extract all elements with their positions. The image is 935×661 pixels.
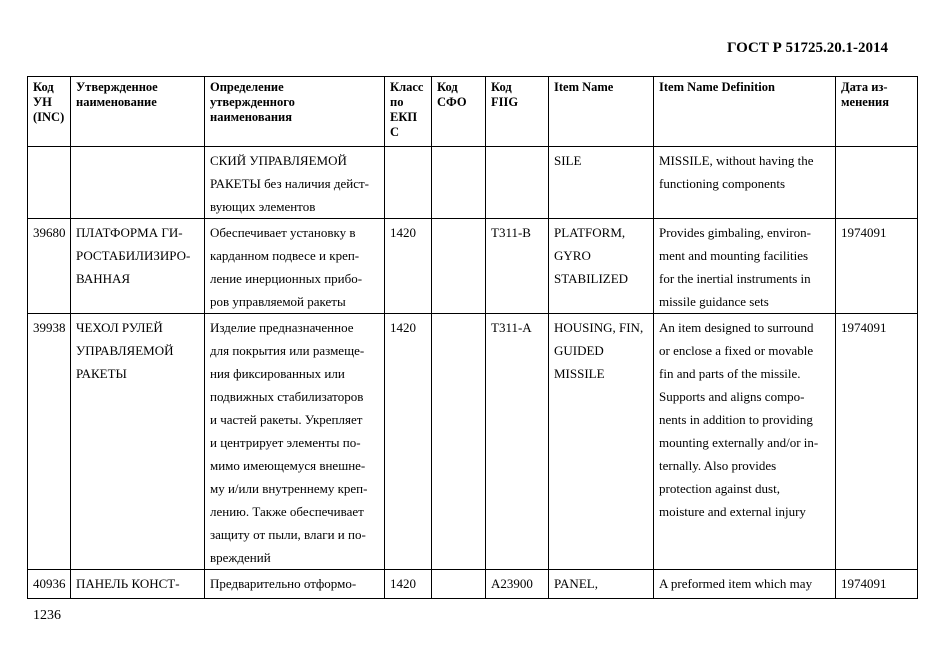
col-header-sfo: [432, 77, 486, 147]
cell-line: STABILIZED: [554, 271, 629, 286]
class-cell: [385, 147, 432, 219]
fiig-cell: [486, 314, 549, 570]
cell-line: fin and parts of the missile.: [659, 366, 801, 381]
name-cell: [71, 219, 205, 314]
col-header-fiig: [486, 77, 549, 147]
cell-line: наименования: [210, 110, 293, 124]
cell-line: MISSILE, without having the: [659, 153, 814, 168]
standard-code: ГОСТ Р 51725.20.1-2014: [726, 40, 888, 56]
cell-line: 1420: [390, 225, 416, 240]
page-number: 1236: [33, 608, 61, 623]
cell-line: подвижных стабилизаторов: [210, 389, 364, 404]
cell-line: 40936: [33, 576, 66, 591]
cell-line: Изделие предназначенное: [210, 320, 354, 335]
cell-line: Предварительно отформо-: [210, 576, 357, 591]
definition-cell: [205, 147, 385, 219]
item-definition-cell: [654, 314, 836, 570]
cell-line: FIIG: [491, 95, 519, 109]
cell-line: T311-A: [491, 320, 532, 335]
inc-cell: [28, 219, 71, 314]
cell-line: ternally. Also provides: [659, 458, 777, 473]
cell-line: missile guidance sets: [659, 294, 769, 309]
cell-line: nents in addition to providing: [659, 412, 813, 427]
cell-line: ПАНЕЛЬ КОНСТ-: [76, 576, 180, 591]
cell-line: 1420: [390, 576, 416, 591]
cell-line: ния фиксированных или: [210, 366, 345, 381]
cell-line: карданном подвесе и креп-: [210, 248, 360, 263]
cell-line: functioning components: [659, 176, 786, 191]
table-row: [28, 147, 918, 219]
cell-line: наименование: [76, 95, 157, 109]
table-row: [28, 570, 918, 599]
cell-line: 1974091: [841, 576, 887, 591]
inc-cell: [28, 314, 71, 570]
table-row: [28, 219, 918, 314]
col-header-definition: [205, 77, 385, 147]
item-name-cell: [549, 147, 654, 219]
inc-cell: [28, 147, 71, 219]
item-definition-cell: [654, 219, 836, 314]
item-name-cell: [549, 219, 654, 314]
catalog-table: [27, 76, 918, 599]
cell-line: Item Name Definition: [659, 80, 775, 94]
cell-line: ление инерционных прибо-: [210, 271, 363, 286]
cell-line: УПРАВЛЯЕМОЙ: [76, 343, 174, 358]
name-cell: [71, 570, 205, 599]
cell-line: mounting externally and/or in-: [659, 435, 819, 450]
cell-line: or enclose a fixed or movable: [659, 343, 814, 358]
cell-line: HOUSING, FIN,: [554, 320, 644, 335]
date-cell: [836, 147, 918, 219]
cell-line: защиту от пыли, влаги и по-: [210, 527, 366, 542]
cell-line: для покрытия или размеще-: [210, 343, 365, 358]
cell-line: Item Name: [554, 80, 614, 94]
cell-line: protection against dust,: [659, 481, 780, 496]
cell-line: РАКЕТЫ без наличия дейст-: [210, 176, 369, 191]
cell-line: PLATFORM,: [554, 225, 626, 240]
cell-line: 1420: [390, 320, 416, 335]
cell-line: СФО: [437, 95, 467, 109]
cell-line: и частей ракеты. Укрепляет: [210, 412, 363, 427]
cell-line: утвержденного: [210, 95, 295, 109]
cell-line: лению. Также обеспечивает: [210, 504, 364, 519]
cell-line: С: [390, 125, 400, 139]
cell-line: An item designed to surround: [659, 320, 814, 335]
col-header-class: [385, 77, 432, 147]
name-cell: [71, 314, 205, 570]
cell-line: for the inertial instruments in: [659, 271, 811, 286]
cell-line: Определение: [210, 80, 284, 94]
fiig-cell: [486, 570, 549, 599]
cell-line: MISSILE: [554, 366, 605, 381]
cell-line: ЕКП: [390, 110, 418, 124]
cell-line: УН: [33, 95, 52, 109]
cell-line: РОСТАБИЛИЗИРО-: [76, 248, 191, 263]
cell-line: му и/или внутреннему креп-: [210, 481, 368, 496]
header-row: [28, 77, 918, 147]
date-cell: [836, 219, 918, 314]
cell-line: GYRO: [554, 248, 591, 263]
cell-line: (INC): [33, 110, 65, 124]
item-definition-cell: [654, 570, 836, 599]
col-header-item-definition: [654, 77, 836, 147]
cell-line: Обеспечивает установку в: [210, 225, 356, 240]
cell-line: мимо имеющемуся внешне-: [210, 458, 366, 473]
class-cell: [385, 570, 432, 599]
item-name-cell: [549, 570, 654, 599]
cell-line: ВАННАЯ: [76, 271, 131, 286]
inc-cell: [28, 570, 71, 599]
cell-line: SILE: [554, 153, 582, 168]
class-cell: [385, 314, 432, 570]
cell-line: по: [390, 95, 404, 109]
cell-line: ПЛАТФОРМА ГИ-: [76, 225, 183, 240]
sfo-cell: [432, 570, 486, 599]
col-header-date: [836, 77, 918, 147]
cell-line: 39680: [33, 225, 66, 240]
sfo-cell: [432, 219, 486, 314]
sfo-cell: [432, 147, 486, 219]
col-header-inc: [28, 77, 71, 147]
cell-line: и центрирует элементы по-: [210, 435, 361, 450]
fiig-cell: [486, 147, 549, 219]
cell-line: 1974091: [841, 320, 887, 335]
cell-line: Supports and aligns compo-: [659, 389, 805, 404]
table-row: [28, 314, 918, 570]
cell-line: Дата из-: [841, 80, 888, 94]
name-cell: [71, 147, 205, 219]
cell-line: ment and mounting facilities: [659, 248, 809, 263]
cell-line: T311-B: [491, 225, 531, 240]
cell-line: Код: [491, 80, 512, 94]
cell-line: A23900: [491, 576, 533, 591]
cell-line: вующих элементов: [210, 199, 316, 214]
definition-cell: [205, 314, 385, 570]
cell-line: ров управляемой ракеты: [210, 294, 346, 309]
cell-line: Provides gimbaling, environ-: [659, 225, 812, 240]
definition-cell: [205, 570, 385, 599]
cell-line: A preformed item which may: [659, 576, 813, 591]
cell-line: moisture and external injury: [659, 504, 806, 519]
cell-line: 39938: [33, 320, 66, 335]
fiig-cell: [486, 219, 549, 314]
cell-line: PANEL,: [554, 576, 598, 591]
cell-line: GUIDED: [554, 343, 604, 358]
item-name-cell: [549, 314, 654, 570]
cell-line: Утвержденное: [76, 80, 158, 94]
cell-line: ЧЕХОЛ РУЛЕЙ: [76, 320, 163, 335]
date-cell: [836, 570, 918, 599]
class-cell: [385, 219, 432, 314]
definition-cell: [205, 219, 385, 314]
cell-line: Класс: [390, 80, 424, 94]
item-definition-cell: [654, 147, 836, 219]
col-header-item-name: [549, 77, 654, 147]
sfo-cell: [432, 314, 486, 570]
date-cell: [836, 314, 918, 570]
cell-line: СКИЙ УПРАВЛЯЕМОЙ: [210, 153, 347, 168]
cell-line: 1974091: [841, 225, 887, 240]
cell-line: РАКЕТЫ: [76, 366, 127, 381]
cell-line: вреждений: [210, 550, 271, 565]
col-header-name: [71, 77, 205, 147]
cell-line: Код: [33, 80, 54, 94]
cell-line: Код: [437, 80, 458, 94]
cell-line: менения: [841, 95, 889, 109]
